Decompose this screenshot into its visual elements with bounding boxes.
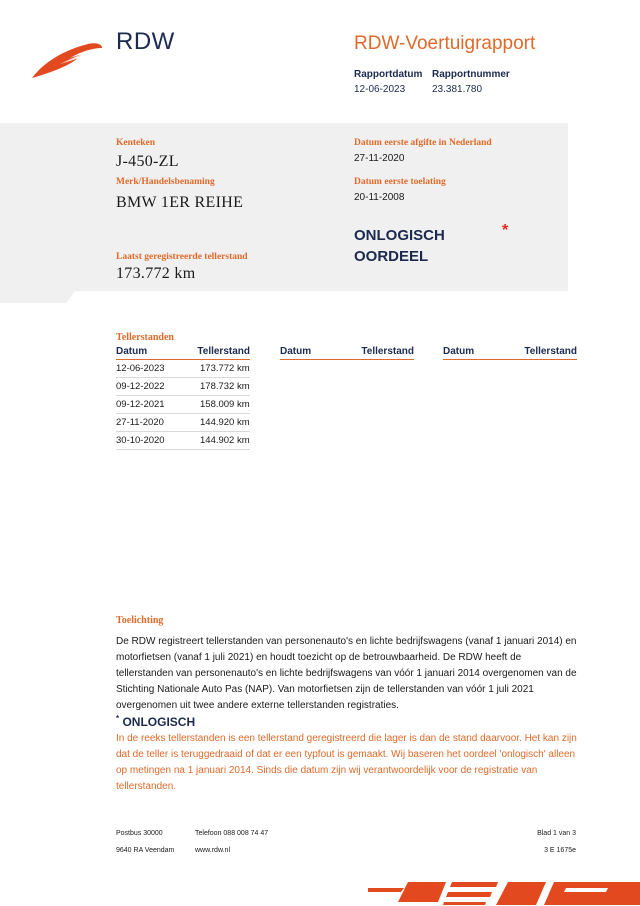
onlogisch-heading bbox=[116, 714, 195, 729]
panel-tab bbox=[0, 291, 75, 303]
merk-label: Merk/Handelsbenaming bbox=[116, 177, 215, 187]
tellerstanden-column-2 bbox=[280, 346, 414, 360]
afgifte-value: 27-11-2020 bbox=[354, 153, 405, 164]
verdict-asterisk: * bbox=[502, 222, 509, 239]
footer-telefoon: Telefoon 088 008 74 47 bbox=[195, 830, 269, 837]
decorative-stripes-icon bbox=[368, 878, 640, 906]
tellerstand-label: Laatst geregistreerde tellerstand bbox=[116, 252, 248, 262]
toelating-label: Datum eerste toelating bbox=[354, 177, 446, 187]
verdict-line-1: ONLOGISCH bbox=[354, 227, 445, 244]
merk-value: BMW 1ER REIHE bbox=[116, 194, 244, 211]
table-row bbox=[116, 396, 250, 414]
footer-blad: Blad 1 van 3 bbox=[537, 830, 576, 837]
row-tellerstand: 173.772 km bbox=[200, 363, 250, 374]
col-datum: Datum bbox=[280, 346, 312, 357]
col-tellerstand: Tellerstand bbox=[524, 346, 577, 357]
row-tellerstand: 178.732 km bbox=[200, 381, 250, 392]
footer-code: 3 E 1675e bbox=[544, 847, 576, 854]
footer-postbus: Postbus 30000 bbox=[116, 830, 163, 837]
toelating-value: 20-11-2008 bbox=[354, 192, 405, 203]
kenteken-label: Kenteken bbox=[116, 138, 156, 148]
footer-postcode: 9640 RA Veendam bbox=[116, 847, 175, 854]
col-tellerstand: Tellerstand bbox=[197, 346, 250, 357]
verdict-line-2: OORDEEL bbox=[354, 248, 429, 265]
vehicle-panel bbox=[0, 123, 568, 291]
row-datum: 09-12-2022 bbox=[116, 381, 165, 392]
col-datum: Datum bbox=[116, 346, 148, 357]
rapportnummer-value: 23.381.780 bbox=[432, 84, 483, 95]
column-header bbox=[443, 346, 577, 360]
row-tellerstand: 158.009 km bbox=[200, 399, 250, 410]
column-header bbox=[280, 346, 414, 360]
report-title: RDW-Voertuigrapport bbox=[354, 33, 536, 54]
tellerstanden-column-1 bbox=[116, 346, 250, 450]
table-row bbox=[116, 360, 250, 378]
onlogisch-marker: * bbox=[116, 714, 120, 723]
column-header bbox=[116, 346, 250, 360]
rdw-logo-icon bbox=[30, 40, 104, 80]
row-datum: 30-10-2020 bbox=[116, 435, 165, 446]
tellerstanden-column-3 bbox=[443, 346, 577, 360]
col-datum: Datum bbox=[443, 346, 475, 357]
rapportnummer-label: Rapportnummer bbox=[432, 69, 510, 80]
row-datum: 27-11-2020 bbox=[116, 417, 164, 428]
footer-website: www.rdw.nl bbox=[195, 847, 231, 854]
row-tellerstand: 144.920 km bbox=[200, 417, 250, 428]
toelichting-title: Toelichting bbox=[116, 615, 164, 626]
rapportdatum-value: 12-06-2023 bbox=[354, 84, 406, 95]
toelichting-paragraph: De RDW registreert tellerstanden van personenauto's en lichte bedrijfswagens (vanaf 1 januari 2014) en motorfietsen (vanaf 1 juli 2021) en houdt toezicht op de betrouwbaarheid. De RDW heeft de tellerstanden van personenauto's en lichte bedrijfswagens van vóór 1 januari 2014 overgenomen van de Stichting Nationale Auto Pas (NAP). Van motorfietsen zijn de tellerstanden van vóór 1 juli 2021 overgenomen uit twee andere externe tellerstanden registraties. bbox=[116, 636, 577, 711]
row-tellerstand: 144.902 km bbox=[200, 435, 250, 446]
kenteken-value: J-450-ZL bbox=[116, 153, 179, 170]
table-row bbox=[116, 378, 250, 396]
col-tellerstand: Tellerstand bbox=[361, 346, 414, 357]
tellerstanden-title: Tellerstanden bbox=[116, 332, 174, 343]
rapportdatum-label: Rapportdatum bbox=[354, 69, 423, 80]
table-row bbox=[116, 432, 250, 450]
brand-name: RDW bbox=[116, 28, 175, 55]
onlogisch-title: ONLOGISCH bbox=[122, 715, 196, 729]
row-datum: 09-12-2021 bbox=[116, 399, 165, 410]
tellerstand-value: 173.772 km bbox=[116, 265, 196, 282]
row-datum: 12-06-2023 bbox=[116, 363, 165, 374]
afgifte-label: Datum eerste afgifte in Nederland bbox=[354, 138, 492, 148]
onlogisch-text: In de reeks tellerstanden is een tellerstand geregistreerd die lager is dan de stand daarvoor. Het kan zijn dat de teller is teruggedraaid of dat er een typfout is gemaakt. Wij baseren het oordeel 'onlogisch' alleen op metingen na 1 januari 2014. Sinds die datum zijn wij verantwoordelijk voor de registratie van tellerstanden. bbox=[116, 733, 577, 792]
table-row bbox=[116, 414, 250, 432]
